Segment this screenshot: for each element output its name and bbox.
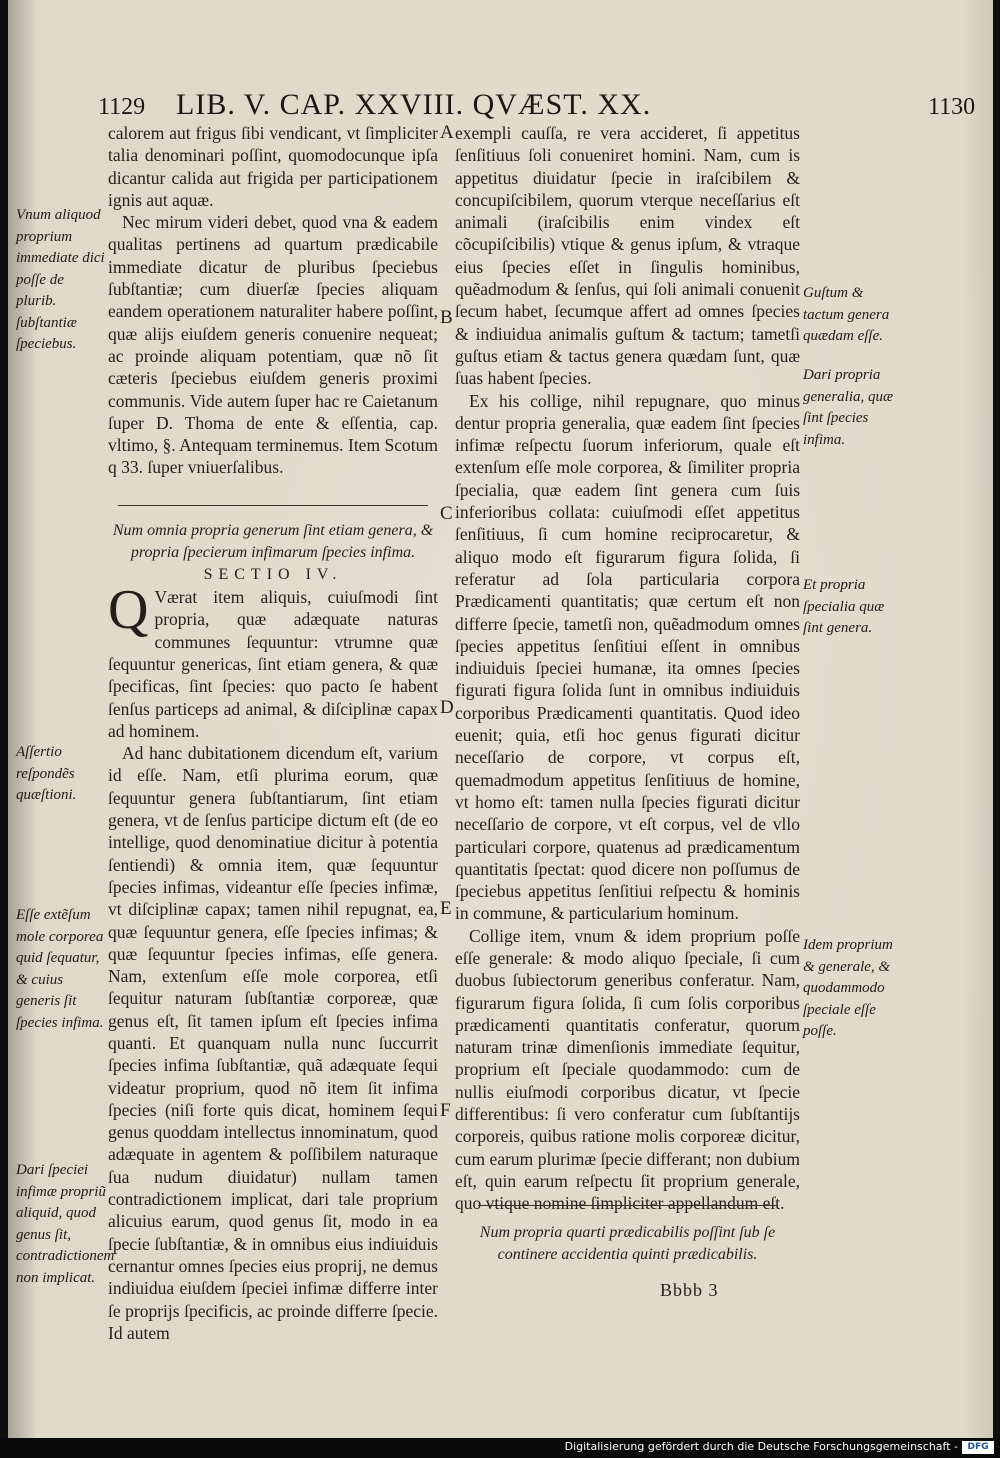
- paragraph: Nec mirum videri debet, quod vna & eadem qualitas pertinens ad quartum prædicabile immediate dicatur de pluribus ſpeciebus ſubſtantiæ; cum diuerſæ ſpecies aliquam eandem operationem naturaliter habere poſſint, quæ alijs eiuſdem generis conuenire nequeat; ac proinde aliquam potentiam, quæ nõ ſit cæteris ſpeciebus eiuſdem generis proximi communis. Vide autem ſuper hac re Caietanum ſuper D. Thoma de ente & eſſentia, cap. vltimo, §. Antequam terminemus. Item Scotum q 33. ſuper vniuerſalibus.: [108, 212, 438, 478]
- section-title: SECTIO IV.: [203, 565, 343, 583]
- section-letter: B: [440, 307, 453, 328]
- section-rule: [118, 505, 428, 506]
- margin-note-left: Eſſe extẽſum mole corporea quid ſequatur, & cuius generis ſit ſpecies infima.: [16, 907, 104, 1031]
- section-letter: F: [440, 1100, 451, 1121]
- margin-note-left: Dari ſpeciei infimæ propriũ aliquid, quod genus ſit, contradictionem non implicat.: [16, 1162, 115, 1286]
- paragraph-text: Værat item aliquis, cuiuſmodi ſint propria, quæ adæquate naturas communes ſequuntur: vtrumne quæ ſequuntur genericas, ſint etiam genera, & quæ ſpecificas, ſint ſpecies: quo pacto ſe habent ſenſus particeps ad animal, & diſciplinæ capax ad hominem.: [108, 587, 438, 741]
- funding-credit: Digitalisierung gefördert durch die Deutsche Forschungsgemeinschaft -: [564, 1440, 958, 1453]
- left-column: [108, 122, 438, 1344]
- section-heading: Num propria quarti prædicabilis poſſint ſub ſe continere accidentia quinti prædicabilis.: [479, 1224, 776, 1263]
- right-column: [455, 122, 800, 1215]
- dfg-logo: DFG: [962, 1441, 994, 1454]
- paragraph: Ex his collige, nihil repugnare, quo minus dentur propria generalia, quæ eadem ſint ſpecies infimæ reſpectu ſuorum inferiorum, quale eſt extenſum eſſe mole corporea, & ſimiliter propria ſpecialia, quæ eadem ſint genera cum ſuis inferioribus collata: cuiuſmodi eſſet appetitus ſenſitiuus, ſi cum homine reciprocaretur, & aliquo modo eſt figurarum figura ſolida, ſi referatur ad ſola particularia corpora Prædicamenti quantitatis; quæ certum eſt non differre ſpecie, tametſi non, quẽadmodum omnes ſpecies appetitus ſenſitiui eſſent in omnibus indiuiduis ſpeciei humanæ, ita omnes ſpecies figurati figura ſolida ſunt in omnibus indiuiduis corporibus Prædicamenti quantitatis. Quod ideo euenit; quia, etſi hoc genus figurati dicitur neceſſario de corpore, vt corpus eſt, quemadmodum appetitus ſenſitiuus de homine, vt homo eſt: tamen nulla ſpecies figurati dicitur neceſſario de corpore, vt eſt corpus, vel de vllo particulari corpore, quatenus ad prædicamentum quantitatis ſpectat: quod dicere non poſſumus de ſpeciebus appetitus ſenſitiui reſpectu & hominis in commune, & particularium hominum.: [455, 390, 800, 924]
- signature-mark: Bbbb 3: [660, 1280, 719, 1300]
- book-page: [8, 0, 993, 1438]
- section-rule: [478, 1205, 778, 1206]
- margin-note-right: Idem proprium & generale, & quodammodo ſpeciale eſſe poſſe.: [803, 937, 893, 1039]
- page-number-left: 1129: [98, 94, 146, 120]
- section-letter: E: [440, 898, 452, 919]
- margin-note-right: Guſtum & tactum genera quædam eſſe.: [803, 285, 890, 344]
- section-letter: D: [440, 697, 454, 718]
- paragraph: calorem aut frigus ſibi vendicant, vt ſimpliciter talia denominari poſſint, quomodocunque ipſa dicantur calida aut frigida per participationem ignis aut aquæ.: [108, 123, 438, 210]
- margin-note-left: Aſſertio reſpondẽs quæſtioni.: [16, 744, 77, 803]
- margin-note-left: Vnum aliquod proprium immediate dici poſſe de plurib. ſubſtantiæ ſpeciebus.: [16, 207, 105, 352]
- margin-note-right: Dari propria generalia, quæ ſint ſpecies infima.: [803, 367, 893, 448]
- section-letter: A: [440, 122, 454, 143]
- footer-bar: [0, 1438, 1000, 1458]
- margin-note-right: Et propria ſpecialia quæ ſint genera.: [803, 577, 885, 636]
- page-number-right: 1130: [928, 94, 976, 120]
- section-letter: C: [440, 503, 453, 524]
- paragraph: [108, 579, 438, 742]
- paragraph: Collige item, vnum & idem proprium poſſe eſſe generale: & modo aliquo ſpeciale, ſi cum duobus ſubiectorum generibus conferatur. Nam, figurarum figura ſolida, ſi cum ſolis corporibus prædicamenti quantitatis conferatur, quorum naturam trinæ dimenſionis immediate ſequitur, proprium eſt ſpeciale quodammodo: cum de nullis eiuſmodi corporibus dicatur, vt ſpecie differentibus: ſi vero conferatur cum ſubſtantijs corporeis, quibus ratione molis corporeæ dicitur, cum earum plurimæ ſpecie differant; non dubium eſt, quin earum reſpectu ſit proprium generale, quo vtique nomine ſimpliciter appellandum eſt.: [455, 925, 800, 1214]
- drop-cap: Q: [108, 579, 149, 642]
- section-heading: Num omnia propria generum ſint etiam genera, & propria ſpecierum infimarum ſpecies infima.: [112, 521, 434, 561]
- paragraph: Ad hanc dubitationem dicendum eſt, varium id eſſe. Nam, etſi plurima eorum, quæ ſequuntur genera ſubſtantiarum, ſint etiam genera, vt de ſenſus participe dictum eſt (de eo intellige, quod denominatiue dicitur à potentia ſentiendi) & omnia item, quæ ſequuntur ſpecies infimas, videantur eſſe ſpecies infimæ, vt diſciplinæ capax; tamen nihil repugnat, ea, quæ ſequuntur genera, eſſe ſpecies infimas; & quæ ſequuntur ſpecies infimas, eſſe genera. Nam, extenſum eſſe mole corporea, etſi ſequitur naturam ſubſtantiæ corporeæ, quæ genus eſt, ſit tamen ipſum eſt ſpecies infima quanti. Et quanquam nulla nunc ſuccurrit ſpecies infima ſubſtantiæ, quã adæquate ſequi videatur proprium, quod nõ item ſit infima ſpecies (niſi forte quis dicat, hominem ſequi genus quoddam intellectus innominatum, quod adæquate in agentem & poſſibilem naturaque ſua nudum diuidatur) nullam tamen contradictionem implicat, dari tale proprium alicuius earum, quod genus ſit, modo in ea ſpecie ſubſtantiæ, & in omnibus eius indiuiduis cernantur omnes ſpecies eius proprij, ne demus indiuidua eiuſdem ſpeciei infimæ differre inter ſe proprijs ſpecificis, ac proinde differre ſpecie. Id autem: [108, 743, 438, 1343]
- paragraph: exempli cauſſa, re vera accideret, ſi appetitus ſenſitiuus ſoli conueniret homini. Nam, cum is appetitus diuidatur ſpecie in iraſcibilem & concupiſcibilem, quorum vterque neceſſarius eſt animali (iraſcibilis enim vindex eſt cõcupiſcibilis) vtique & genus ipſum, & vtraque eius ſpecies eſſet in ſingulis hominibus, quẽadmodum & ſenſus, qui ſoli animali conuenit ſecum habet, ſecumque affert ad omnes ſpecies & indiuidua animalis guſtum & tactum; tametſi guſtus etiam & tactus genera quædam ſunt, quæ ſuas habent ſpecies.: [455, 123, 800, 389]
- running-head: LIB. V. CAP. XXVIII. QVÆST. XX.: [176, 88, 652, 121]
